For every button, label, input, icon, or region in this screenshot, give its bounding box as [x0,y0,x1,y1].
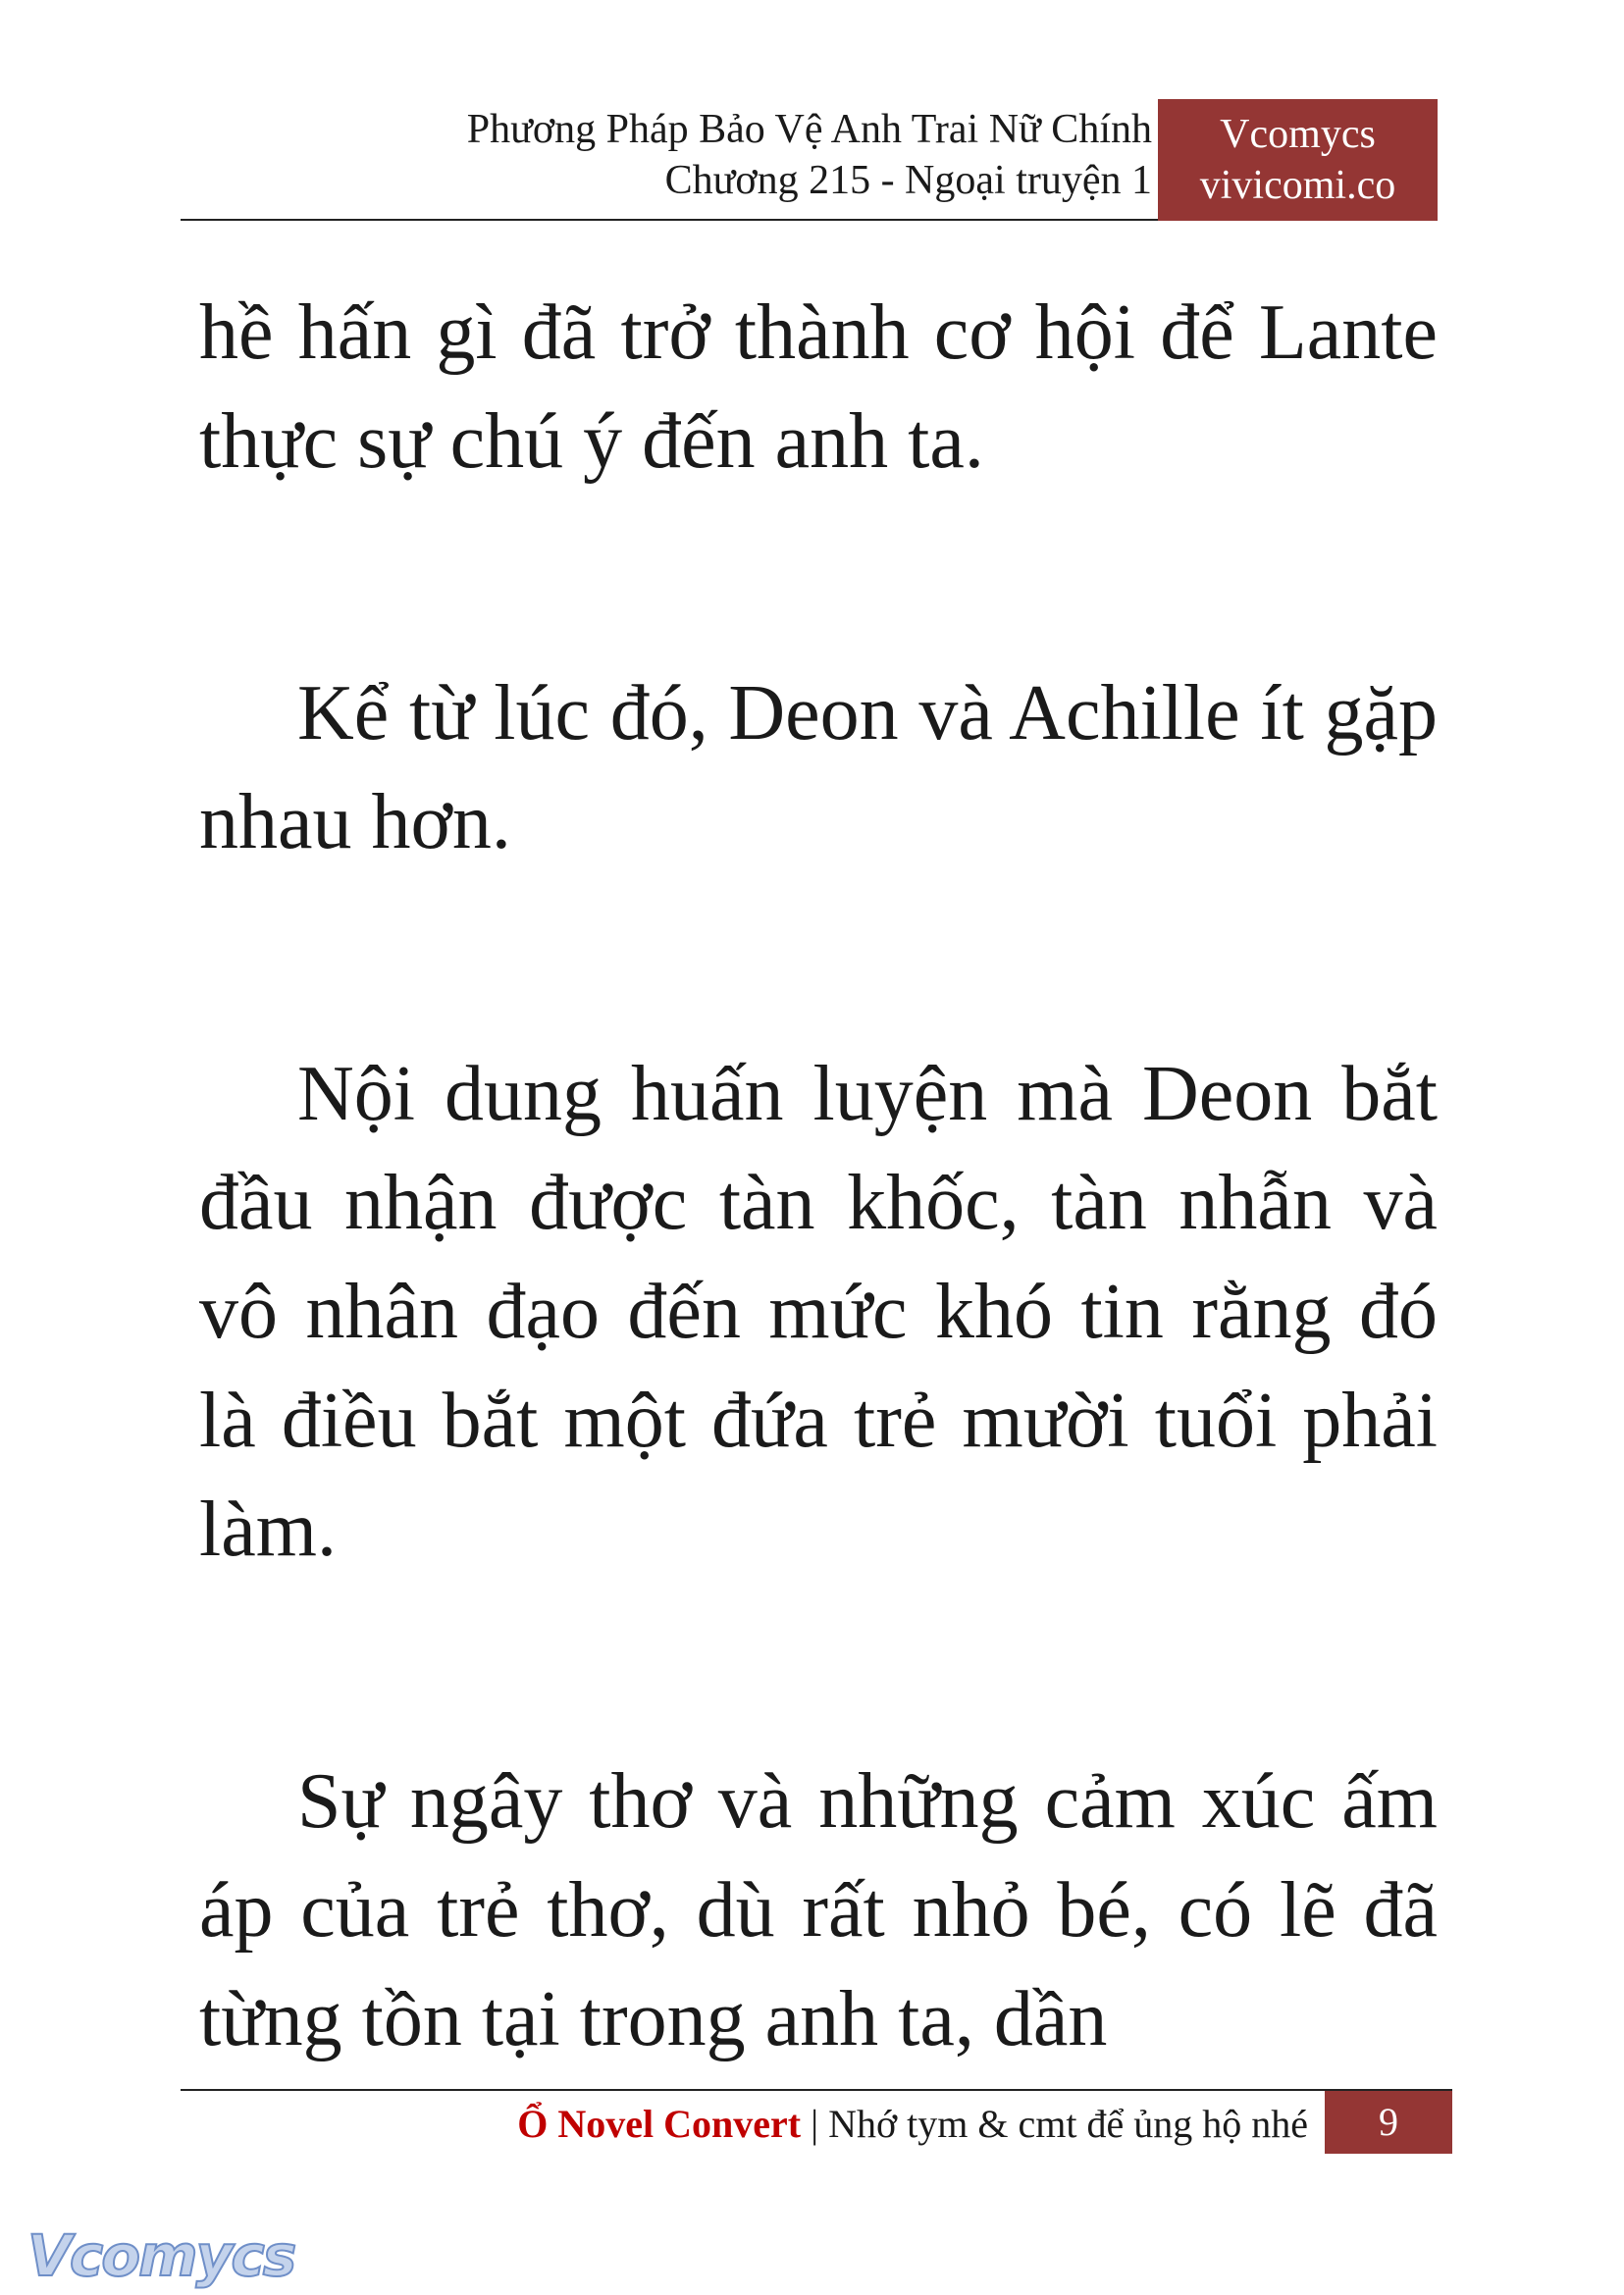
page-footer [517,2097,1308,2152]
chapter-title: Chương 215 - Ngoại truyện 1 [664,158,1152,203]
footer-separator: | [801,2102,829,2146]
footer-message: Nhớ tym & cmt để ủng hộ nhé [828,2102,1308,2146]
paragraph-4: Sự ngây thơ và những cảm xúc ấm áp của trẻ thơ, dù rất nhỏ bé, có lẽ đã từng tồn tại trong anh ta, dần [199,1758,1438,2062]
paragraph-gap [199,1585,1438,1747]
watermark-logo: Vcomycs [27,2222,295,2289]
page-header [0,0,1624,226]
paragraph-3: Nội dung huấn luyện mà Deon bắt đầu nhận được tàn khốc, tàn nhẫn và vô nhân đạo đến mức khó tin rằng đó là điều bắt một đứa trẻ mười tuổi phải làm. [199,1051,1438,1573]
book-title: Phương Pháp Bảo Vệ Anh Trai Nữ Chính [466,107,1152,152]
page-number: 9 [1325,2091,1452,2154]
brand-name: Vcomycs [1220,112,1376,157]
brand-badge [1158,99,1438,221]
header-divider [181,219,1158,221]
page-content [199,279,1438,2074]
footer-divider [181,2089,1452,2091]
header-titles [467,104,1152,206]
paragraph-1: hề hấn gì đã trở thành cơ hội để Lante thực sự chú ý đến anh ta. [199,289,1438,485]
paragraph-gap [199,496,1438,659]
footer-brand: Ổ Novel Convert [517,2102,802,2146]
paragraph-2: Kể từ lúc đó, Deon và Achille ít gặp nhau hơn. [199,670,1438,865]
paragraph-gap [199,877,1438,1040]
brand-site: vivicomi.co [1199,163,1396,208]
